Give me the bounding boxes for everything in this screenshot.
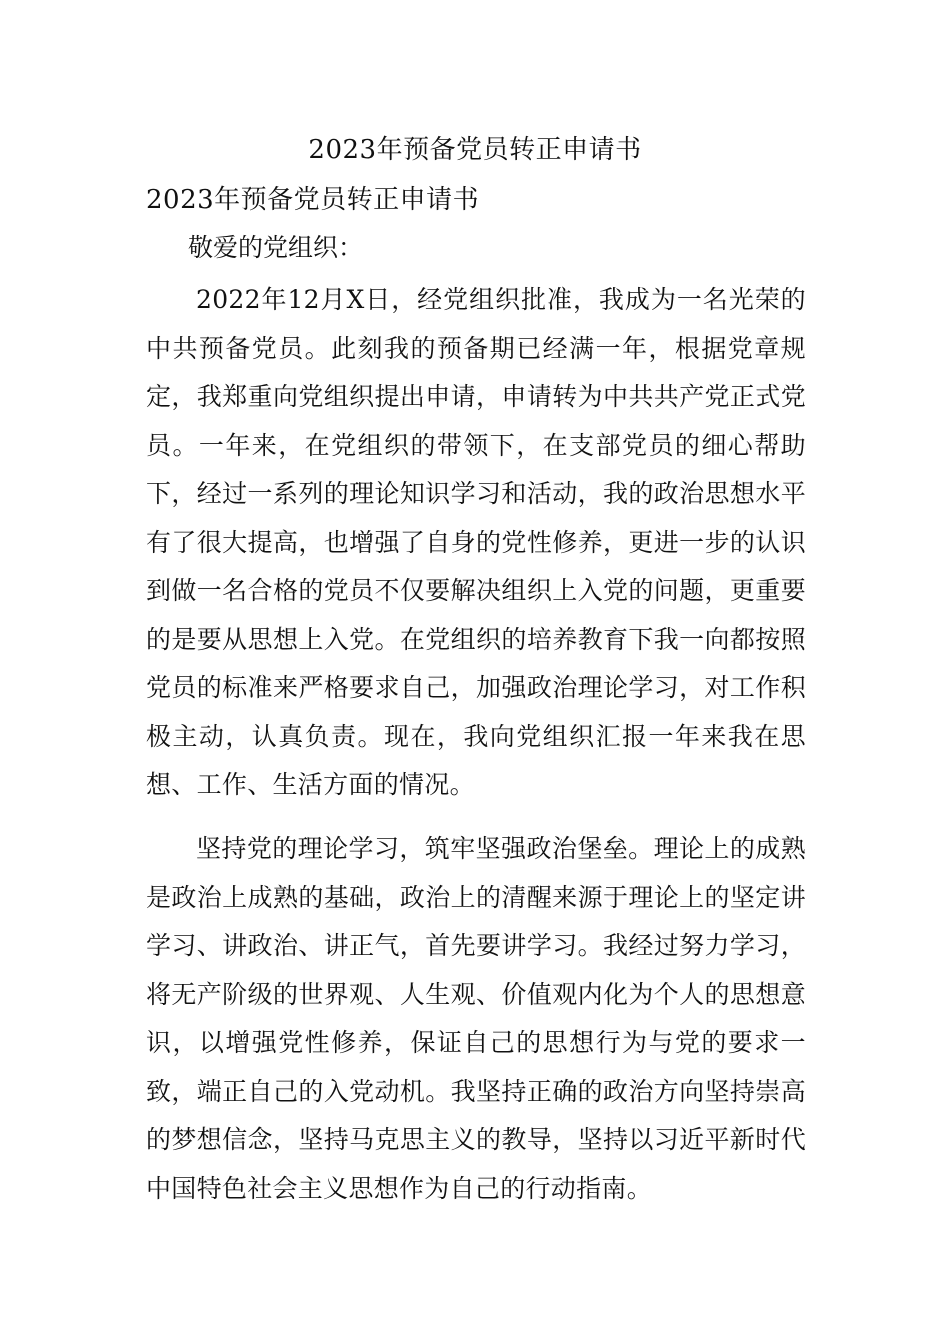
body-paragraph-1: 2022年12月X日，经党组织批准，我成为一名光荣的中共预备党员。此刻我的预备期已经满一年，根据党章规定，我郑重向党组织提出申请，申请转为中共共产党正式党员。一年来，在党组织的带领下，在支部党员的细心帮助下，经过一系列的理论知识学习和活动，我的政治思想水平有了很大提高，也增强了自身的党性修养，更进一步的认识到做一名合格的党员不仅要解决组织上入党的问题，更重要的是要从思想上入党。在党组织的培养教育下我一向都按照党员的标准来严格要求自己，加强政治理论学习，对工作积极主动，认真负责。现在，我向党组织汇报一年来我在思想、工作、生活方面的情况。: [146, 285, 806, 799]
document-subtitle: 2023年预备党员转正申请书: [146, 185, 480, 215]
salutation: 敬爱的党组织：: [188, 233, 364, 262]
body-paragraph-2: 坚持党的理论学习，筑牢坚强政治堡垒。理论上的成熟是政治上成熟的基础，政治上的清醒来源于理论上的坚定讲学习、讲政治、讲正气，首先要讲学习。我经过努力学习，将无产阶级的世界观、人生观、价值观内化为个人的思想意识，以增强党性修养，保证自己的思想行为与党的要求一致，端正自己的入党动机。我坚持正确的政治方向坚持崇高的梦想信念，坚持马克思主义的教导，坚持以习近平新时代中国特色社会主义思想作为自己的行动指南。: [146, 834, 806, 1203]
page-title: 2023年预备党员转正申请书: [308, 135, 642, 165]
